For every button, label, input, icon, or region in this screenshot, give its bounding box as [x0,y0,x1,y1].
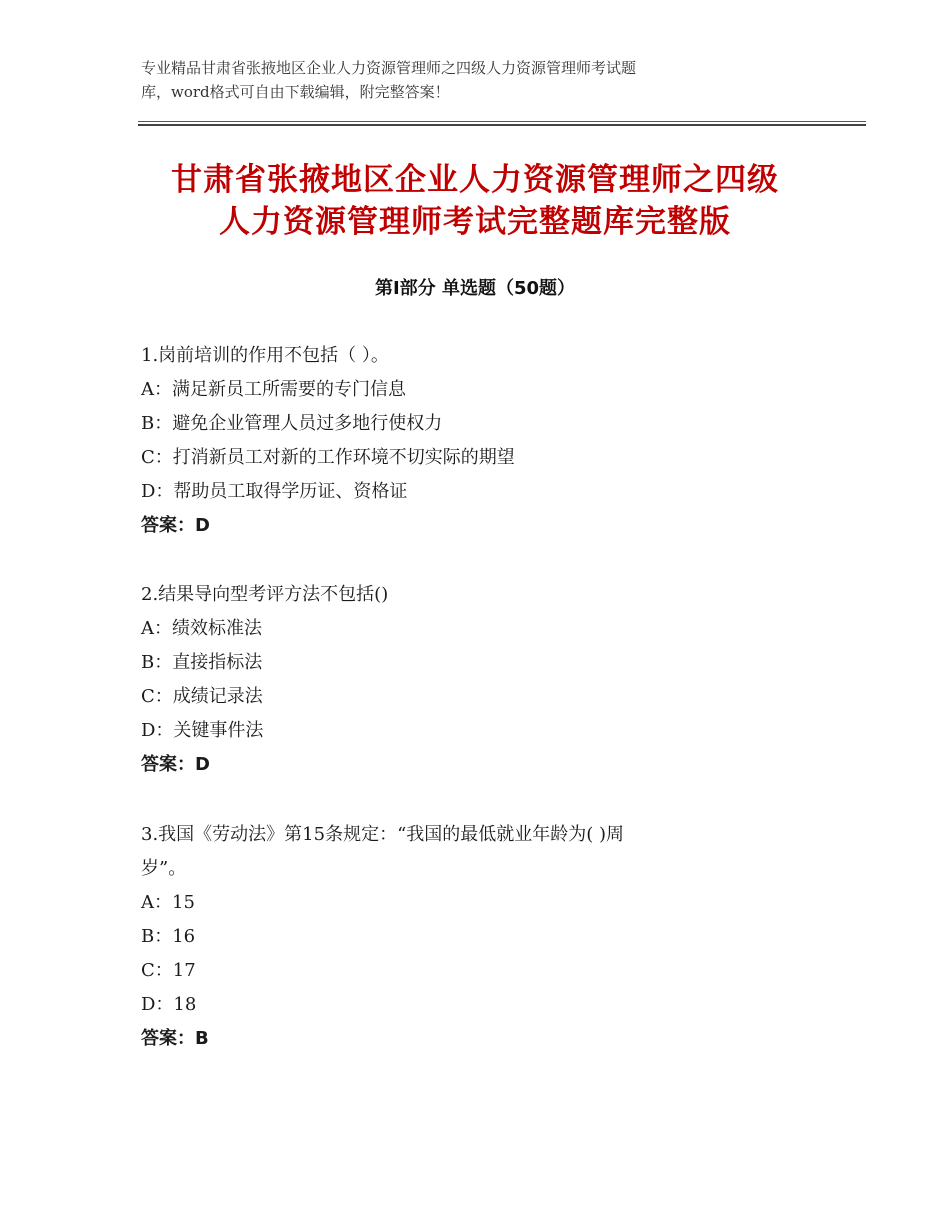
option-d: D：关键事件法 [141,720,264,741]
option-a: A：满足新员工所需要的专门信息 [141,379,406,400]
answer: 答案：D [141,754,210,775]
question-2 [141,578,781,782]
option-b: B：16 [141,926,196,947]
header-divider-thick [138,124,866,126]
header-note [141,56,781,104]
header-note-line-1: 专业精品甘肃省张掖地区企业人力资源管理师之四级人力资源管理师考试题 [141,59,637,77]
section-title: 第Ⅰ部分 单选题（50题） [374,278,575,299]
option-b: B：避免企业管理人员过多地行使权力 [141,413,443,434]
option-d: D：18 [141,994,197,1015]
option-b: B：直接指标法 [141,652,263,673]
question-stem-line-1: 3.我国《劳动法》第15条规定：“我国的最低就业年龄为( )周 [141,824,625,845]
question-1 [141,339,781,543]
option-c: C：打消新员工对新的工作环境不切实际的期望 [141,447,515,468]
header-note-line-2: 库，word格式可自由下载编辑，附完整答案！ [141,83,450,101]
answer: 答案：B [141,1028,209,1049]
option-d: D：帮助员工取得学历证、资格证 [141,481,408,502]
question-stem: 2.结果导向型考评方法不包括() [141,584,389,605]
document-title-line-1: 甘肃省张掖地区企业人力资源管理师之四级 [171,162,779,198]
document-title-line-2: 人力资源管理师考试完整题库完整版 [219,204,731,240]
option-a: A：15 [141,892,195,913]
option-a: A：绩效标准法 [141,618,262,639]
question-stem-line-2: 岁”。 [141,858,187,879]
answer: 答案：D [141,515,210,536]
option-c: C：成绩记录法 [141,686,263,707]
header-divider-thin [138,121,866,122]
option-c: C：17 [141,960,196,981]
question-stem: 1.岗前培训的作用不包括（ ）。 [141,345,389,366]
document-title [0,159,950,243]
question-3 [141,818,781,1056]
